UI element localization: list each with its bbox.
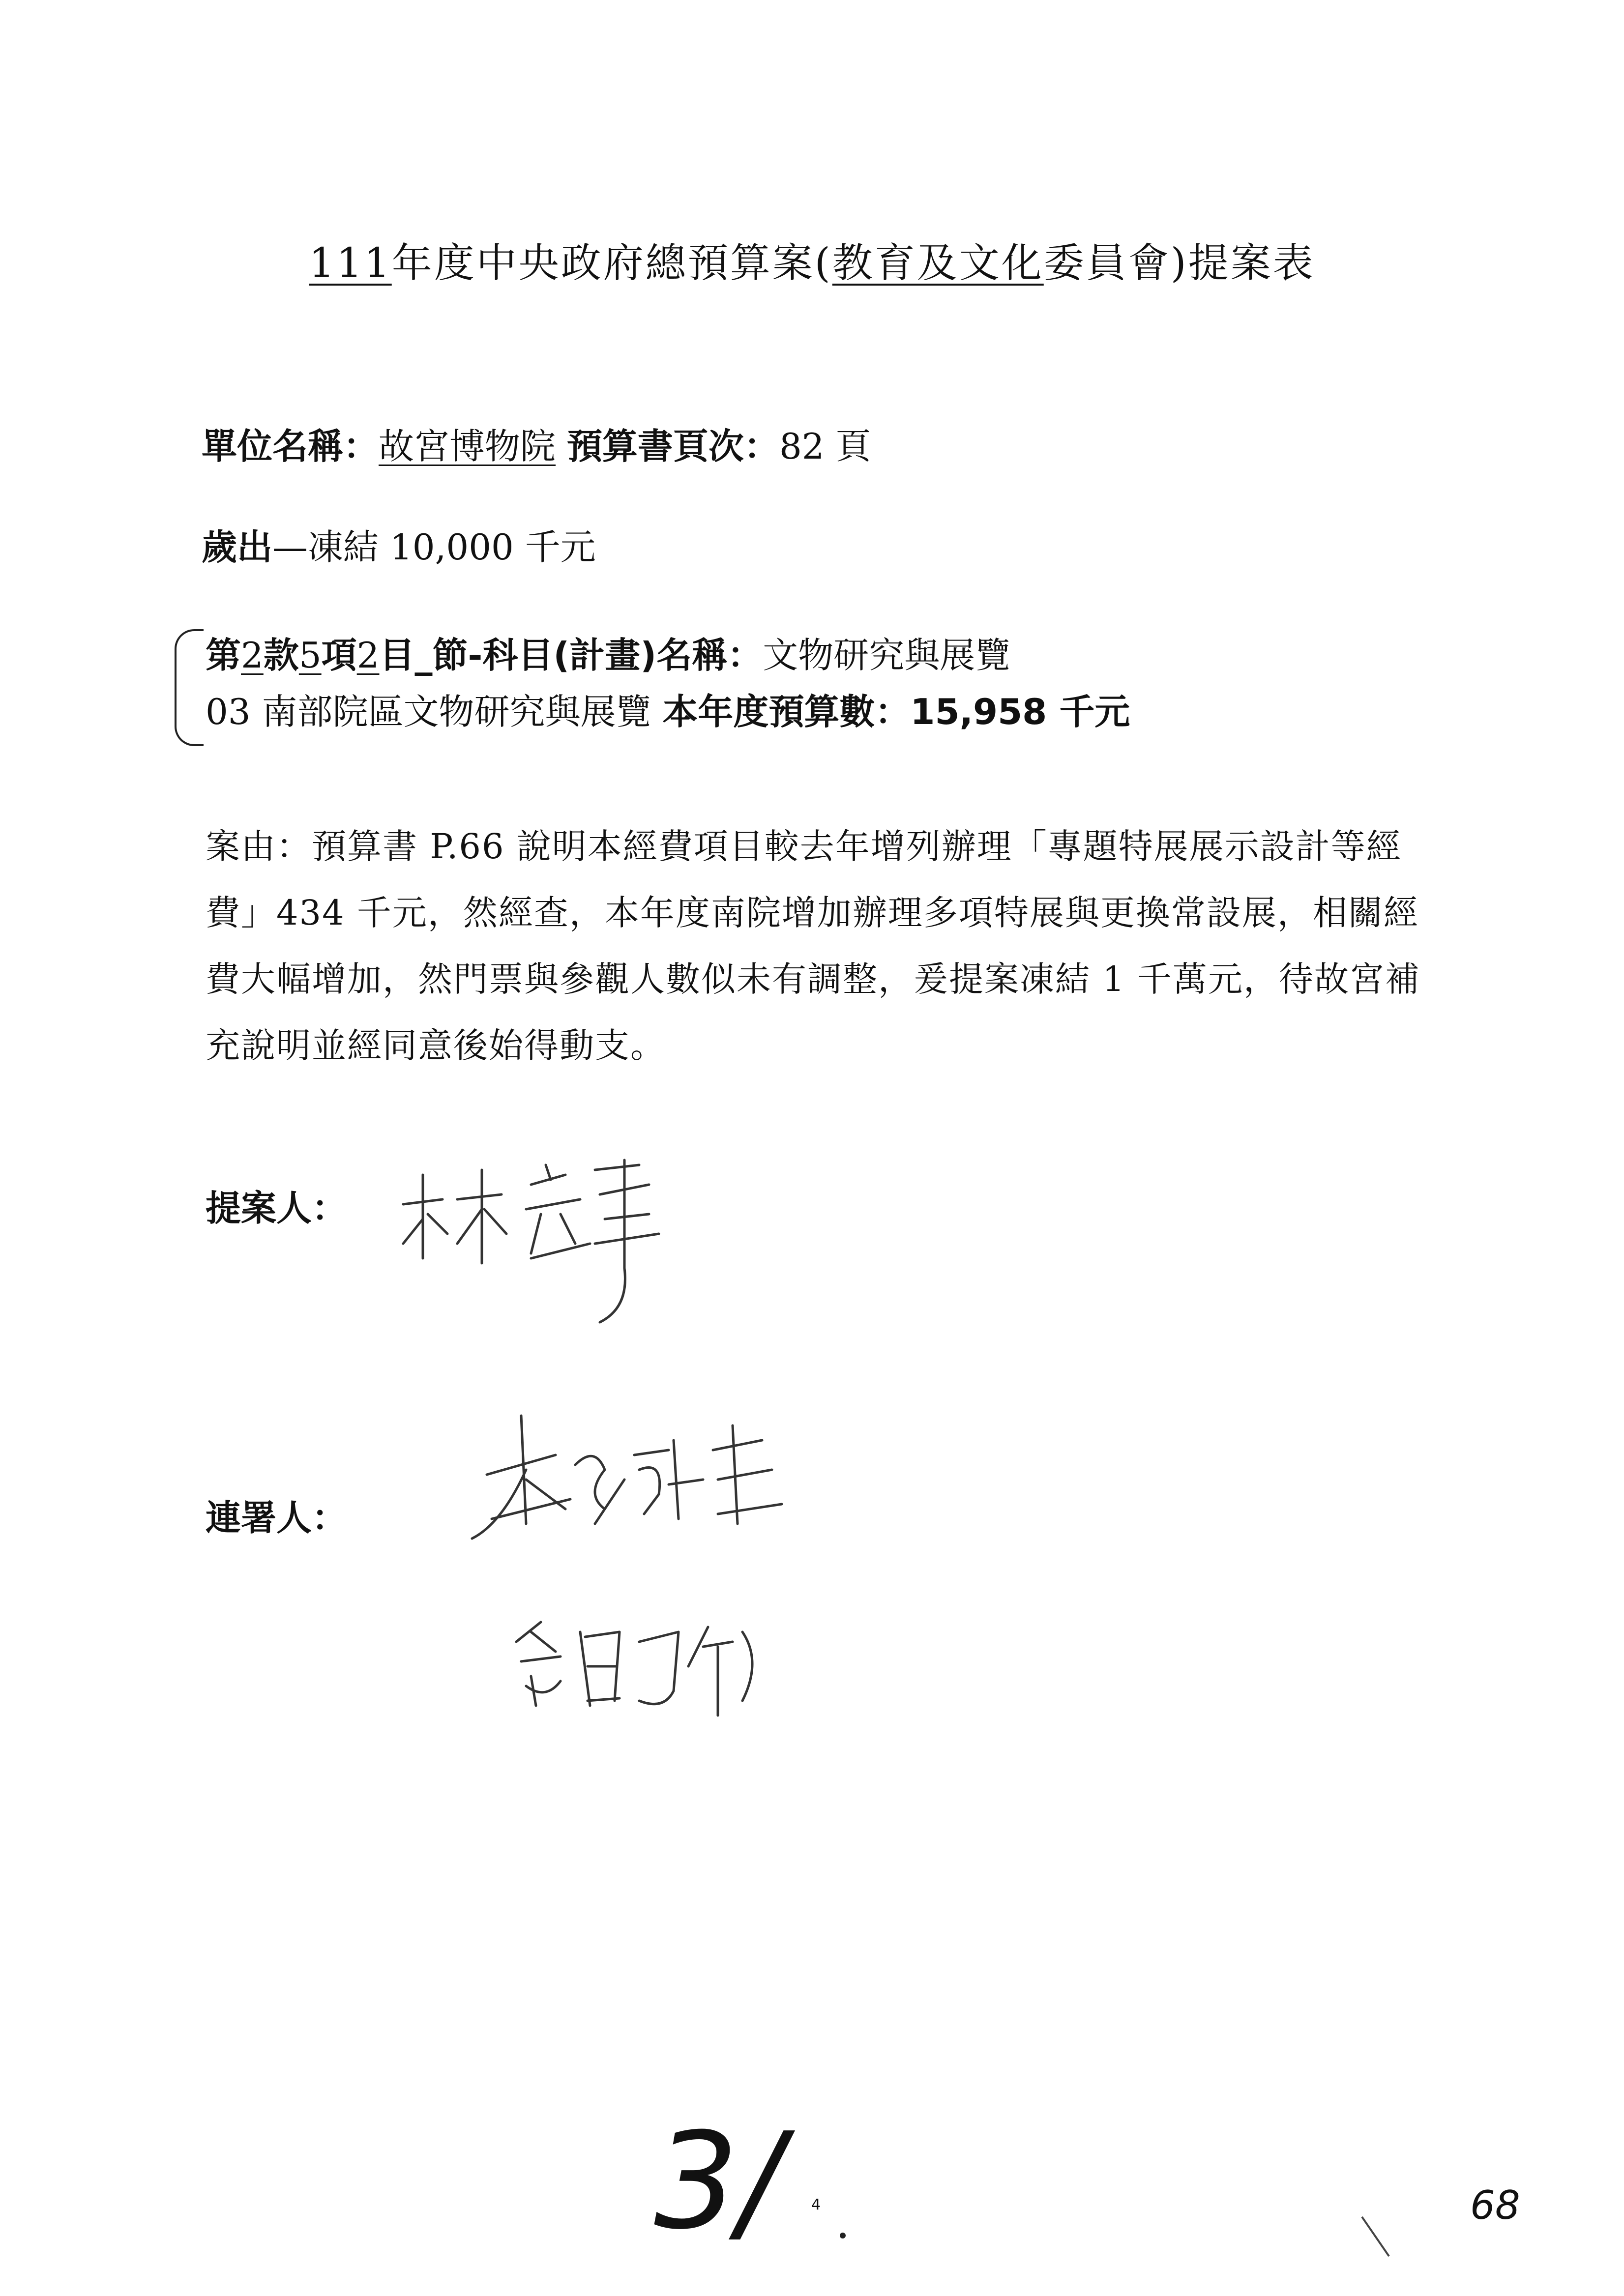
unit-line: 單位名稱：故宮博物院 預算書頁次：82 頁 — [202, 426, 871, 467]
cosigner-signature-2 — [502, 1602, 816, 1730]
expense-line: 歲出—凍結 10,000 千元 — [202, 526, 596, 568]
handwritten-number: 3/ — [654, 2104, 783, 2259]
bracket — [175, 629, 204, 746]
corner-mark — [1357, 2212, 1396, 2261]
reason-paragraph: 案由：預算書 P.66 說明本經費項目較去年增列辦理「專題特展展示設計等經費」434 千元，然經查，本年度南院增加辦理多項特展與更換常設展，相關經費大幅增加，然門票與參觀人數似未有調整，爰提案凍結 1 千萬元，待故宮補充說明並經同意後始得動支。 — [206, 826, 1421, 1066]
cosigner-label: 連署人： — [206, 1497, 348, 1539]
budget-value: 15,958 千元 — [910, 691, 1130, 732]
page-number: 4 — [811, 2196, 821, 2213]
proposer-label: 提案人： — [206, 1188, 348, 1229]
dot — [840, 2233, 846, 2238]
unit-name: 故宮博物院 — [379, 426, 556, 467]
item-line-2: 03 南部院區文物研究與展覽 本年度預算數：15,958 千元 — [206, 691, 1130, 732]
committee: 教育及文化 — [832, 240, 1044, 287]
proposer-signature — [384, 1145, 688, 1352]
item-line-1: 第2款5項2目_節-科目(計畫)名稱：文物研究與展覽 — [206, 635, 1011, 676]
corner-number: 68 — [1470, 2182, 1520, 2228]
page-title: 111年度中央政府總預算案(教育及文化委員會)提案表 — [309, 240, 1315, 287]
year: 111 — [309, 240, 392, 287]
page-ref: 82 頁 — [779, 426, 871, 467]
